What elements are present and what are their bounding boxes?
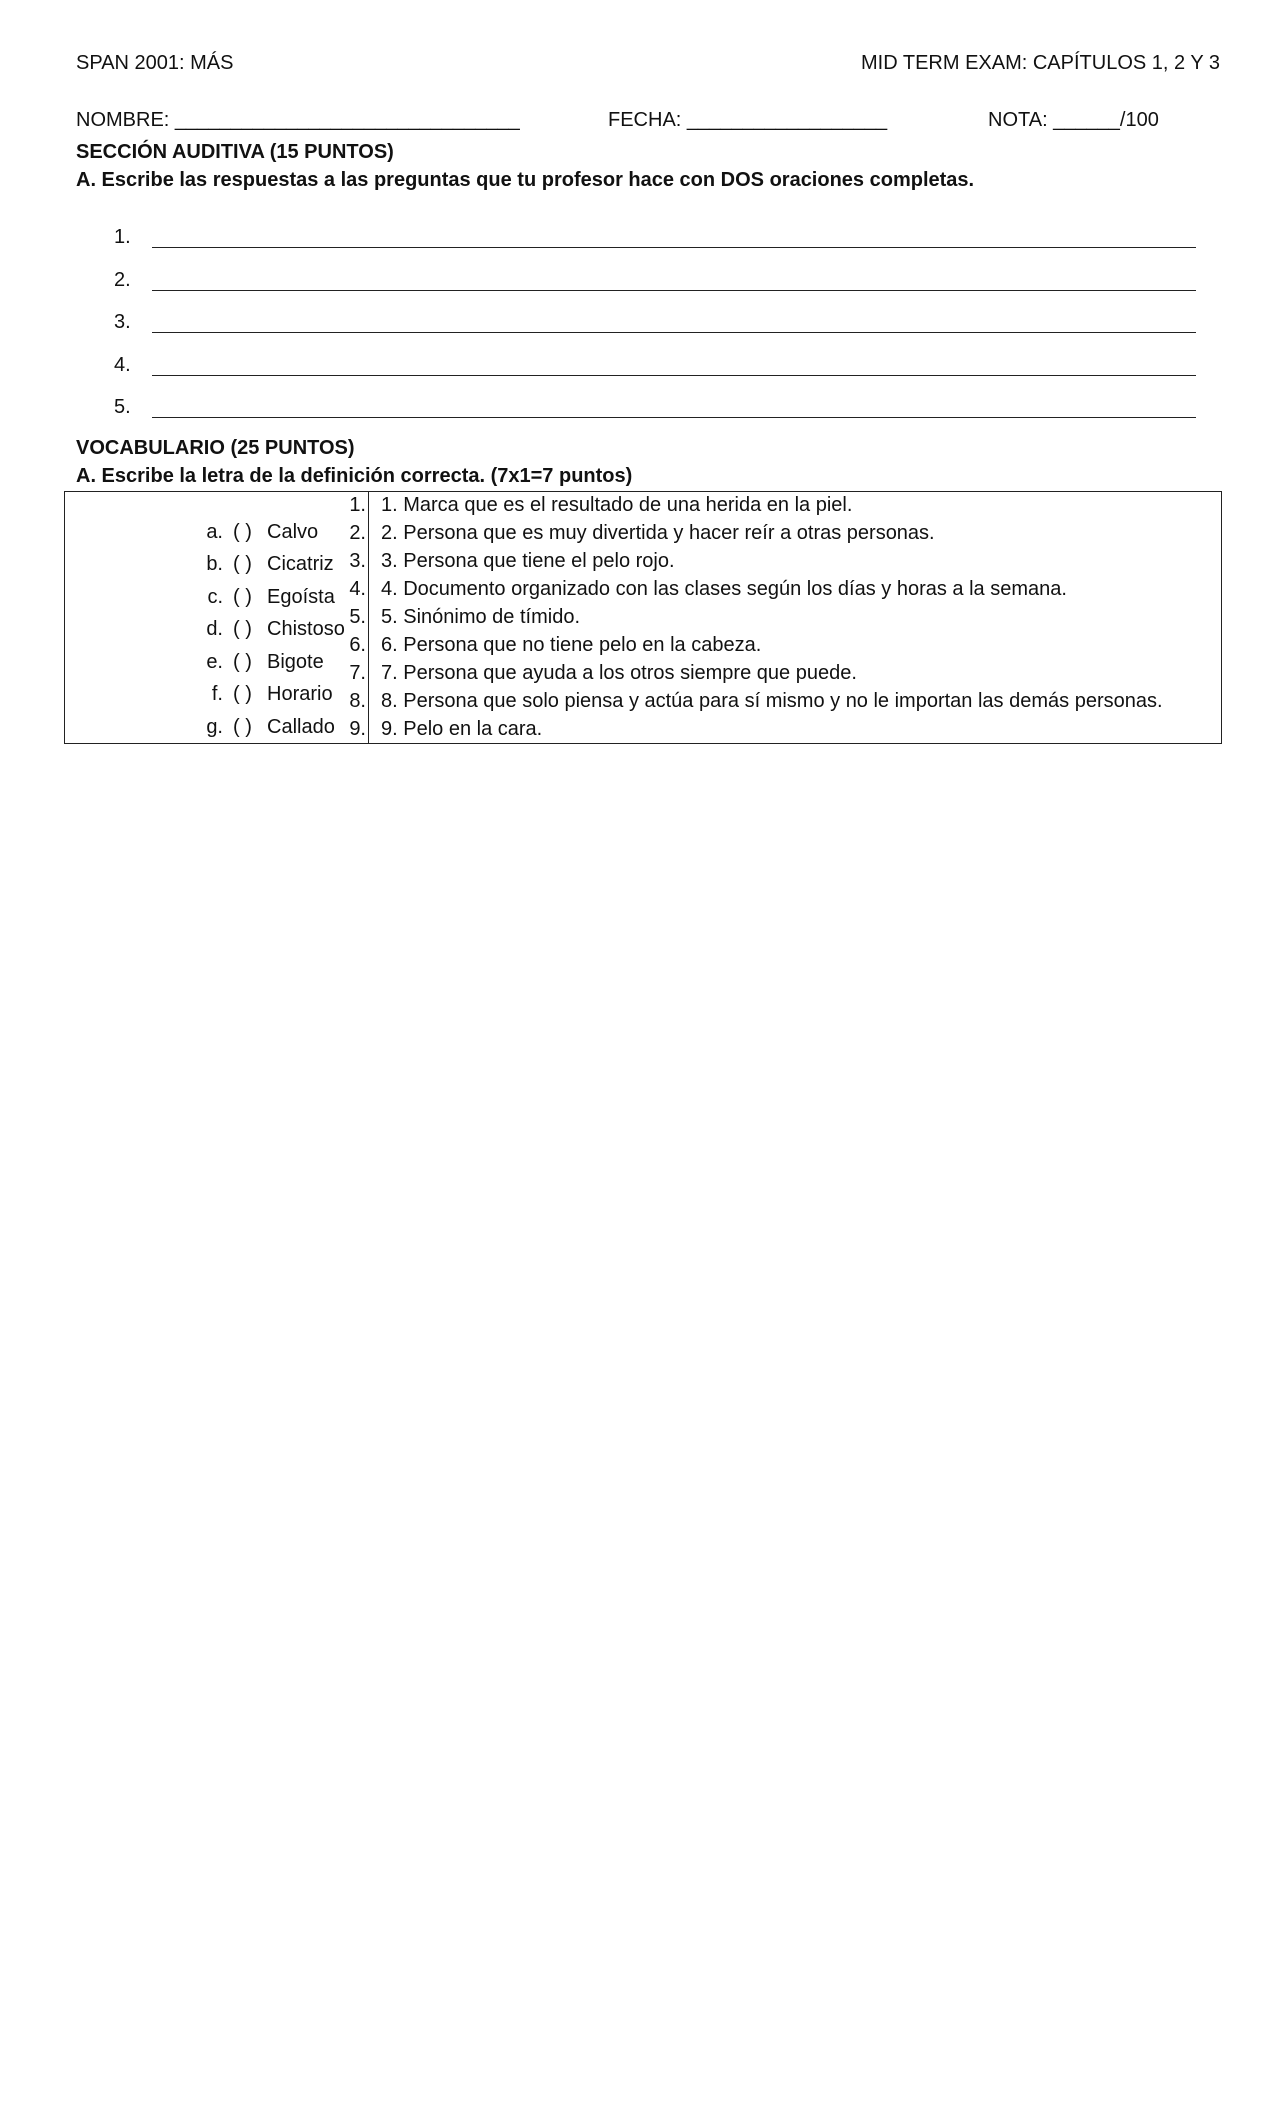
answer-line-number: 5. bbox=[114, 396, 131, 418]
section-vocabulario-instruction: A. Escribe la letra de la definición correcta. (7x1=7 puntos) bbox=[76, 465, 633, 487]
word-letter: e. bbox=[206, 651, 223, 673]
vocab-word: Calvo bbox=[267, 521, 319, 543]
vocab-word: Egoísta bbox=[267, 586, 335, 608]
answer-blank[interactable] bbox=[152, 417, 1196, 418]
answer-blank[interactable]: ( ) bbox=[233, 618, 252, 640]
vocab-word: Horario bbox=[267, 683, 333, 705]
vocab-word-item bbox=[193, 617, 345, 641]
vocab-word-item bbox=[193, 520, 318, 544]
word-letter: b. bbox=[206, 553, 223, 575]
answer-blank[interactable] bbox=[152, 375, 1196, 376]
definition-text: 2. Persona que es muy divertida y hacer reír a otras personas. bbox=[381, 522, 935, 544]
vocab-word: Cicatriz bbox=[267, 553, 334, 575]
answer-blank[interactable] bbox=[152, 247, 1196, 248]
vocab-word: Bigote bbox=[267, 651, 324, 673]
vocab-word-item bbox=[193, 715, 335, 739]
definition-text: 9. Pelo en la cara. bbox=[381, 718, 543, 740]
nota-field[interactable]: NOTA: ______/100 bbox=[988, 109, 1159, 131]
answer-blank[interactable] bbox=[152, 290, 1196, 291]
vocab-word: Callado bbox=[267, 716, 335, 738]
section-auditiva-title: SECCIÓN AUDITIVA (15 PUNTOS) bbox=[76, 141, 394, 163]
section-auditiva-instruction: A. Escribe las respuestas a las preguntas que tu profesor hace con DOS oraciones completas. bbox=[76, 169, 975, 191]
nombre-field[interactable]: NOMBRE: _______________________________ bbox=[76, 109, 520, 131]
vocab-word-item bbox=[193, 650, 324, 674]
exam-title: MID TERM EXAM: CAPÍTULOS 1, 2 Y 3 bbox=[861, 52, 1220, 74]
word-letter: d. bbox=[206, 618, 223, 640]
answer-blank[interactable]: ( ) bbox=[233, 586, 252, 608]
vocab-word-item bbox=[193, 585, 335, 609]
word-letter: c. bbox=[207, 586, 223, 608]
definition-number: 9. bbox=[349, 718, 366, 740]
answer-blank[interactable]: ( ) bbox=[233, 553, 252, 575]
vocab-word-item bbox=[193, 682, 333, 706]
answer-blank[interactable]: ( ) bbox=[233, 521, 252, 543]
answer-blank[interactable]: ( ) bbox=[233, 651, 252, 673]
definition-text: 1. Marca que es el resultado de una herida en la piel. bbox=[381, 494, 853, 516]
table-divider bbox=[368, 492, 369, 743]
answer-blank[interactable]: ( ) bbox=[233, 683, 252, 705]
course-title: SPAN 2001: MÁS bbox=[76, 52, 234, 74]
definition-number: 6. bbox=[349, 634, 366, 656]
fecha-field[interactable]: FECHA: __________________ bbox=[608, 109, 888, 131]
definition-number: 3. bbox=[349, 550, 366, 572]
answer-line-number: 2. bbox=[114, 269, 131, 291]
definition-text: 7. Persona que ayuda a los otros siempre que puede. bbox=[381, 662, 857, 684]
definition-number: 4. bbox=[349, 578, 366, 600]
word-letter: f. bbox=[211, 683, 223, 705]
definition-text: 4. Documento organizado con las clases según los días y horas a la semana. bbox=[381, 578, 1067, 600]
definition-text: 6. Persona que no tiene pelo en la cabeza. bbox=[381, 634, 762, 656]
vocab-word-item bbox=[193, 552, 334, 576]
definition-text: 8. Persona que solo piensa y actúa para sí mismo y no le importan las demás personas. bbox=[381, 690, 1163, 712]
definition-number: 1. bbox=[349, 494, 366, 516]
definition-text: 5. Sinónimo de tímido. bbox=[381, 606, 580, 628]
answer-blank[interactable] bbox=[152, 332, 1196, 333]
definition-number: 7. bbox=[349, 662, 366, 684]
section-vocabulario-title: VOCABULARIO (25 PUNTOS) bbox=[76, 437, 355, 459]
word-letter: a. bbox=[206, 521, 223, 543]
definition-number: 5. bbox=[349, 606, 366, 628]
vocab-word: Chistoso bbox=[267, 618, 345, 640]
definition-text: 3. Persona que tiene el pelo rojo. bbox=[381, 550, 675, 572]
word-letter: g. bbox=[206, 716, 223, 738]
answer-line-number: 3. bbox=[114, 311, 131, 333]
definition-number: 2. bbox=[349, 522, 366, 544]
answer-blank[interactable]: ( ) bbox=[233, 716, 252, 738]
answer-line-number: 1. bbox=[114, 226, 131, 248]
definition-number: 8. bbox=[349, 690, 366, 712]
answer-line-number: 4. bbox=[114, 354, 131, 376]
matching-table bbox=[64, 491, 1222, 744]
